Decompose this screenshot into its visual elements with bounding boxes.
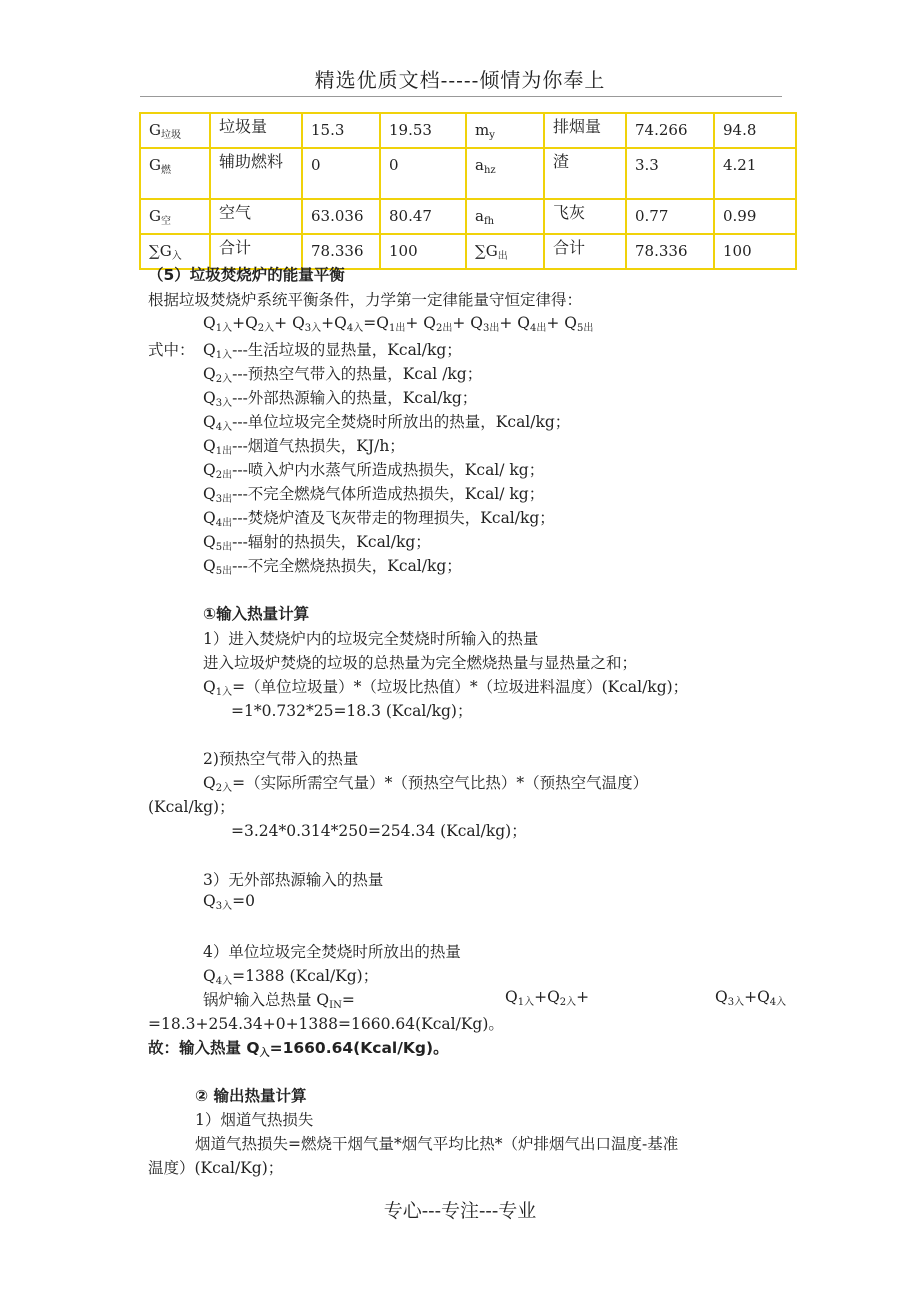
calc-line: =1*0.732*25=18.3 (Kcal/kg)； — [231, 702, 473, 720]
table-cell: 空气 — [210, 199, 302, 234]
formula-line: 烟道气热损失=燃烧干烟气量*烟气平均比热*（炉排烟气出口温度-基准 — [195, 1135, 679, 1153]
definition-line: $Q_{5出}---$辐射的热损失，Kcal/kg； — [203, 533, 431, 553]
table-cell: $G_空$ — [140, 199, 210, 234]
definition-line: $Q_{1入}---$生活垃圾的显热量，Kcal/kg； — [203, 341, 462, 361]
total-input-label: 锅炉输入总热量 $Q_{IN}=$ — [203, 991, 355, 1011]
table-cell: $a_{hz}$ — [466, 148, 544, 199]
table-cell: 0 — [302, 148, 380, 199]
total-input-terms: $Q_{1入}+Q_{2入}+$ — [505, 988, 590, 1008]
definition-line: $Q_{1出}---$烟道气热损失，KJ/h； — [203, 437, 405, 457]
table-cell: 63.036 — [302, 199, 380, 234]
table-row — [140, 148, 796, 199]
total-input-result: =18.3+254.34+0+1388=1660.64(Kcal/Kg)。 — [148, 1015, 504, 1033]
table-cell: 0 — [380, 148, 466, 199]
table-cell: $G_{垃圾}$ — [140, 113, 210, 148]
header-rule — [140, 96, 782, 97]
step-title: 2)预热空气带入的热量 — [203, 750, 359, 768]
formula-line: $Q_{1入}=$（单位垃圾量）*（垃圾比热值）*（垃圾进料温度）(Kcal/kg)； — [203, 678, 689, 698]
table-cell: 78.336 — [626, 234, 714, 269]
table-cell: $\sum G_入$ — [140, 234, 210, 269]
table-cell: 19.53 — [380, 113, 466, 148]
table-cell: 15.3 — [302, 113, 380, 148]
step-title: 4）单位垃圾完全焚烧时所放出的热量 — [203, 943, 461, 961]
table-cell: 80.47 — [380, 199, 466, 234]
step-title: 1）烟道气热损失 — [195, 1111, 314, 1129]
table-cell: 渣 — [544, 148, 626, 199]
section-heading: （5）垃圾焚烧炉的能量平衡 — [148, 266, 345, 284]
formula-line: $Q_{2入}=$（实际所需空气量）*（预热空气比热）*（预热空气温度） — [203, 774, 649, 794]
table-cell: 0.77 — [626, 199, 714, 234]
page-header: 精选优质文档-----倾情为你奉上 — [314, 68, 606, 92]
table-cell: 94.8 — [714, 113, 796, 148]
where-label: 式中： — [148, 341, 195, 359]
table-cell: 0.99 — [714, 199, 796, 234]
step-title: 1）进入焚烧炉内的垃圾完全焚烧时所输入的热量 — [203, 630, 539, 648]
table-cell: $a_{fh}$ — [466, 199, 544, 234]
table-cell: 飞灰 — [544, 199, 626, 234]
formula-unit: (Kcal/kg)； — [148, 798, 235, 816]
total-input-terms: $Q_{3入}+Q_{4入}$ — [715, 988, 787, 1008]
table-cell: 74.266 — [626, 113, 714, 148]
table-cell: $m_y$ — [466, 113, 544, 148]
table-cell: 100 — [714, 234, 796, 269]
table-cell: 垃圾量 — [210, 113, 302, 148]
definition-line: $Q_{2出}---$喷入炉内水蒸气所造成热损失，Kcal/ kg； — [203, 461, 545, 481]
table-row — [140, 199, 796, 234]
table-cell: 合计 — [544, 234, 626, 269]
table-cell: 排烟量 — [544, 113, 626, 148]
definition-line: $Q_{3出}---$不完全燃烧气体所造成热损失，Kcal/ kg； — [203, 485, 545, 505]
table-cell: $G_燃$ — [140, 148, 210, 199]
step-description: 进入垃圾炉焚烧的垃圾的总热量为完全燃烧热量与显热量之和； — [203, 654, 638, 672]
definition-line: $Q_{5出}---$不完全燃烧热损失，Kcal/kg； — [203, 557, 462, 577]
table-cell: $\sum G_出$ — [466, 234, 544, 269]
definition-line: $Q_{4出}---$焚烧炉渣及飞灰带走的物理损失，Kcal/kg； — [203, 509, 555, 529]
table-row — [140, 113, 796, 148]
calc-line: =3.24*0.314*250=254.34 (Kcal/kg)； — [231, 822, 527, 840]
table-cell: 78.336 — [302, 234, 380, 269]
formula-line: $Q_{3入}=0$ — [203, 892, 255, 912]
page-footer: 专心---专注---专业 — [383, 1200, 537, 1222]
formula-line: $Q_{4入}=1388$ (Kcal/Kg)； — [203, 967, 379, 987]
table-cell: 4.21 — [714, 148, 796, 199]
table-cell: 合计 — [210, 234, 302, 269]
table-cell: 辅助燃料 — [210, 148, 302, 199]
formula-line: 温度）(Kcal/Kg)； — [148, 1159, 284, 1177]
step-title: 3）无外部热源输入的热量 — [203, 871, 384, 889]
input-calc-heading: ①输入热量计算 — [203, 605, 310, 623]
balance-equation: $Q_{1入}+Q_{2入}+ Q_{3入}+Q_{4入}=Q_{1出}+ Q_{2出}+ Q_{3出}+ Q_{4出}+ Q_{5出}$ — [203, 314, 594, 334]
intro-text: 根据垃圾焚烧炉系统平衡条件，力学第一定律能量守恒定律得： — [148, 291, 583, 309]
definition-line: $Q_{4入}---$单位垃圾完全焚烧时所放出的热量，Kcal/kg； — [203, 413, 571, 433]
table-cell: 3.3 — [626, 148, 714, 199]
definition-line: $Q_{2入}---$预热空气带入的热量，Kcal /kg； — [203, 365, 483, 385]
input-conclusion: 故：输入热量 $Q_入=1660.64(Kcal/Kg)$。 — [148, 1039, 449, 1059]
definition-line: $Q_{3入}---$外部热源输入的热量，Kcal/kg； — [203, 389, 478, 409]
table-cell: 100 — [380, 234, 466, 269]
mass-balance-table — [139, 112, 797, 270]
output-calc-heading: ② 输出热量计算 — [195, 1087, 307, 1105]
